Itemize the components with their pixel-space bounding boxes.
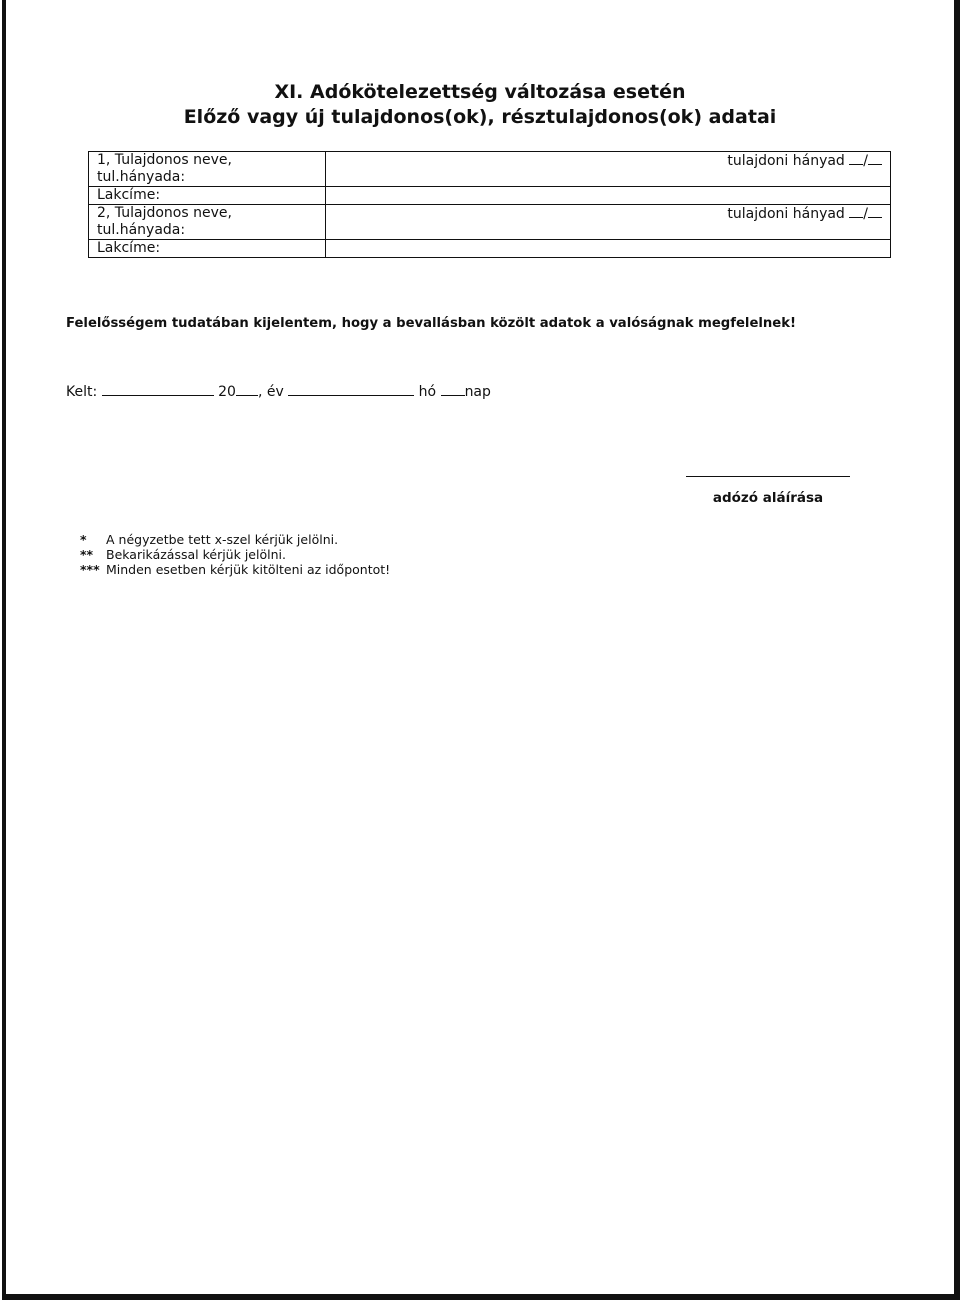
owner1-share-denominator-field[interactable]: [868, 152, 882, 165]
owner2-slash: /: [863, 206, 868, 222]
owner1-share-label: tul.hányada:: [97, 169, 186, 185]
owner2-address-label: Lakcíme:: [97, 240, 161, 256]
owner2-share-denominator-field[interactable]: [868, 205, 882, 218]
signature-line[interactable]: [686, 476, 850, 477]
declaration-statement: Felelősségem tudatában kijelentem, hogy a bevallásban közölt adatok a valóságnak megfelelnek!: [66, 316, 797, 331]
owner2-share-right-label: tulajdoni hányad: [727, 206, 845, 222]
footnotes: [80, 532, 390, 577]
owner2-name-label-cell: [89, 205, 326, 240]
owner1-slash: /: [863, 153, 868, 169]
owner1-name-input[interactable]: [326, 152, 891, 187]
footnote-text: A négyzetbe tett x-szel kérjük jelölni.: [106, 532, 339, 547]
section-title: [0, 80, 960, 130]
owner1-name-label-cell: [89, 152, 326, 187]
footnote-mark: ***: [80, 562, 100, 577]
footnote-mark: *: [80, 532, 87, 547]
day-field[interactable]: [441, 381, 465, 396]
table-row: [89, 187, 891, 205]
owner2-name-label: 2, Tulajdonos neve,: [97, 205, 232, 221]
ev-label: , év: [257, 384, 284, 400]
owner1-name-label: 1, Tulajdonos neve,: [97, 152, 232, 168]
owner2-share-numerator-field[interactable]: [849, 205, 863, 218]
owner2-address-label-cell: [89, 240, 326, 258]
owner1-address-label: Lakcíme:: [97, 187, 161, 203]
owner1-share-numerator-field[interactable]: [849, 152, 863, 165]
owner1-address-input[interactable]: [326, 187, 891, 205]
footnote-text: Bekarikázással kérjük jelölni.: [106, 547, 286, 562]
owner1-address-label-cell: [89, 187, 326, 205]
owner2-name-input[interactable]: [326, 205, 891, 240]
title-line-1: XI. Adókötelezettség változása esetén: [274, 81, 686, 103]
date-line: [66, 381, 491, 400]
table-row: [89, 240, 891, 258]
owner1-share-right-label: tulajdoni hányad: [727, 153, 845, 169]
ho-label: hó: [418, 384, 437, 400]
owners-table: [88, 151, 891, 258]
footnote-text: Minden esetben kérjük kitölteni az időpontot!: [106, 562, 391, 577]
signature-label: adózó aláírása: [712, 490, 824, 506]
owner2-share-label: tul.hányada:: [97, 222, 186, 238]
year-prefix: 20: [218, 384, 236, 400]
list-item: [80, 547, 390, 562]
kelt-label: Kelt:: [66, 384, 98, 400]
nap-label: nap: [464, 384, 491, 400]
table-row: [89, 205, 891, 240]
table-row: [89, 152, 891, 187]
list-item: [80, 532, 390, 547]
year-field[interactable]: [236, 381, 258, 396]
title-line-2: Előző vagy új tulajdonos(ok), résztulajdonos(ok) adatai: [183, 106, 777, 128]
owner2-address-input[interactable]: [326, 240, 891, 258]
month-field[interactable]: [288, 381, 414, 396]
place-field[interactable]: [102, 381, 214, 396]
list-item: [80, 562, 390, 577]
footnote-mark: **: [80, 547, 94, 562]
